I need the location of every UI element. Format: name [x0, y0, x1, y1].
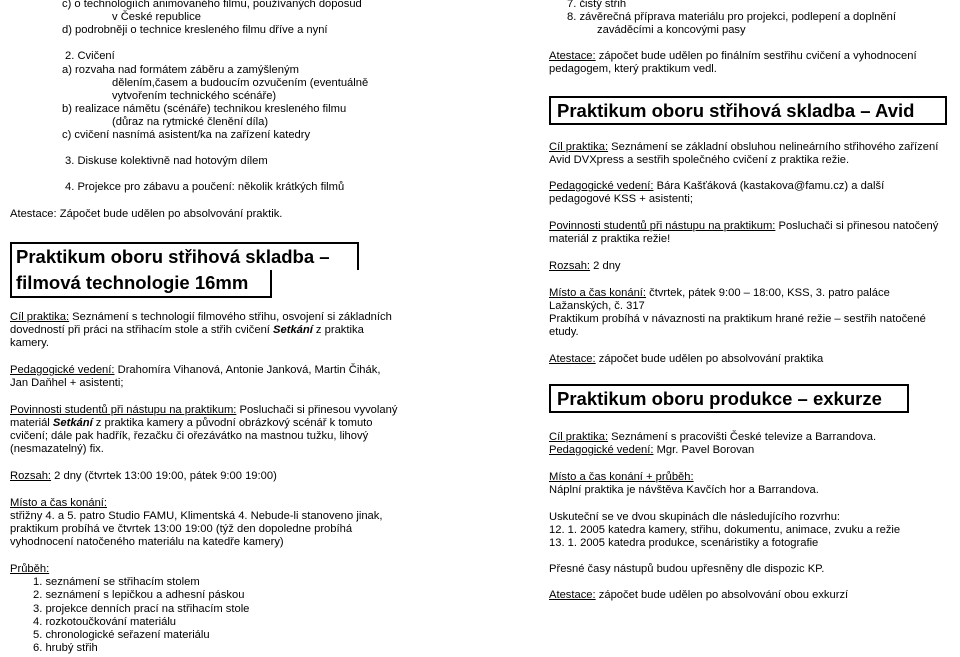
rozsah-text: 2 dny (čtvrtek 13:00 19:00, pátek 9:00 19:00) — [51, 470, 277, 482]
rozvrh-line-2: 12. 1. 2005 katedra kamery, střihu, dokumentu, animace, zvuku a režie — [549, 524, 901, 536]
povinnosti-avid — [549, 220, 938, 233]
misto-line-3: vyhodnocení natočeného materiálu na katedře kamery) — [10, 536, 284, 548]
ped2-text-1: Bára Kašťáková (kastakova@famu.cz) a další — [653, 180, 885, 192]
atest2-label: Atestace: — [549, 353, 596, 365]
list-item: 3. projekce denních prací na střihacím stole — [33, 602, 250, 615]
atest3-text: zápočet bude udělen po absolvování obou exkurzí — [595, 589, 849, 601]
misto2-line-2: Lažanských, č. 317 — [549, 300, 645, 312]
cil-text-setkani: Setkání — [273, 324, 313, 336]
prubeh-list — [33, 576, 249, 656]
rozsah-avid — [549, 260, 621, 273]
cil3-text: Seznámení s pracovišti České televize a Barrandova. — [608, 431, 877, 443]
section-projekce: 4. Projekce pro zábavu a poučení: několik krátkých filmů — [65, 181, 345, 193]
cil2-label: Cíl praktika: — [549, 141, 609, 153]
misto-produkce-text: Náplní praktika je návštěva Kavčích hor a Barrandova. — [549, 484, 819, 496]
pov-label: Povinnosti studentů při nástupu na praktikum: — [10, 404, 237, 416]
misto-line-1: střižny 4. a 5. patro Studio FAMU, Klimentská 4. Nebude-li stanoveno jinak, — [10, 510, 383, 522]
pov-line-3: cvičení; dále pak hadřík, řezačku či ořezávátko na mastnou tužku, lihový — [10, 430, 369, 442]
atestace-right-1 — [549, 50, 917, 63]
cil-produkce — [549, 431, 876, 444]
cil-praktika-avid — [549, 141, 938, 154]
intro-item-d: d) podrobněji o technice kresleného filmu dříve a nyní — [62, 24, 328, 36]
atest1-text-1: zápočet bude udělen po finálním sestřihu cvičení a vyhodnocení — [595, 50, 917, 62]
prubeh-label: Průběh: — [10, 563, 50, 575]
intro-item-c-2: v České republice — [112, 11, 201, 23]
rozvrh-line-3: 13. 1. 2005 katedra produkce, scenáristiky a fotografie — [549, 537, 819, 549]
atestace-avid — [549, 353, 823, 366]
pov-text-2c: z praktika kamery a původní obrázkový scénář k tomuto — [92, 417, 373, 429]
banner-strih-16mm — [10, 242, 359, 298]
rozsah-left — [10, 470, 277, 483]
cil-text-1: Seznámení s technologií filmového střihu, osvojení si základních — [69, 311, 392, 323]
list-item: 4. rozkotoučkování materiálu — [33, 615, 177, 628]
intro-item-c-1: c) o technologiích animovaného filmu, používaných doposud — [62, 0, 362, 10]
pov-text-2a: materiál — [10, 417, 53, 429]
cil3-label: Cíl praktika: — [549, 431, 609, 443]
cviceni-c: c) cvičení nasnímá asistent/ka na zařízení katedry — [62, 129, 311, 141]
cviceni-a-1: a) rozvaha nad formátem záběru a zamýšleným — [62, 64, 299, 76]
misto2-text-1: čtvrtek, pátek 9:00 – 18:00, KSS, 3. patro paláce — [646, 287, 890, 299]
list-item-8-line-1: 8. závěrečná příprava materiálu pro projekci, podlepení a doplnění — [567, 11, 896, 23]
pov-line-2 — [10, 417, 373, 430]
ped-produkce — [549, 444, 754, 457]
ped2-label: Pedagogické vedení: — [549, 180, 654, 192]
cil-text-2c: z praktika — [312, 324, 364, 336]
misto2-line-3: Praktikum probíhá v návaznosti na praktikum hrané režie – sestřih natočené — [549, 313, 926, 325]
ped3-text: Mgr. Pavel Borovan — [653, 444, 755, 456]
cil2-text-1: Seznámení se základní obsluhou nelineárního střihového zařízení — [608, 141, 939, 153]
cil-praktika-left — [10, 311, 392, 324]
misto-line-2: praktikum probíhá ve čtvrtek 13:00 19:00 (týž den dopoledne probíhá — [10, 523, 353, 535]
rozsah2-label: Rozsah: — [549, 260, 591, 272]
list-item: 1. seznámení se střihacím stolem — [33, 576, 200, 588]
atest2-text: zápočet bude udělen po absolvování praktika — [595, 353, 824, 365]
cil-text-2a: dovedností při práci na střihacím stole a střih cvičení — [10, 324, 274, 336]
misto-avid — [549, 287, 890, 300]
list-item: 2. seznámení s lepičkou a adhesní páskou — [33, 589, 245, 602]
cil-line-3: kamery. — [10, 337, 49, 349]
ped3-label: Pedagogické vedení: — [549, 444, 654, 456]
banner-line-1: Praktikum oboru střihová skladba – — [10, 242, 359, 270]
misto-label-left: Místo a čas konání: — [10, 497, 108, 509]
cviceni-a-2: dělením,časem a budoucím ozvučením (eventuálně — [112, 77, 369, 89]
section-cviceni-title: 2. Cvičení — [65, 50, 115, 62]
ped-label: Pedagogické vedení: — [10, 364, 115, 376]
banner-produkce: Praktikum oboru produkce – exkurze — [549, 384, 909, 413]
banner-line-2: filmová technologie 16mm — [10, 270, 272, 298]
povinnosti-left — [10, 404, 397, 417]
ped-line-2: Jan Daňhel + asistenti; — [10, 377, 124, 389]
pov2-label: Povinnosti studentů při nástupu na praktikum: — [549, 220, 776, 232]
rozsah2-text: 2 dny — [590, 260, 621, 272]
ped-text-1: Drahomíra Vihanová, Antonie Janková, Martin Čihák, — [114, 364, 381, 376]
pov-text-setkani: Setkání — [52, 417, 93, 429]
misto2-line-4: etudy. — [549, 326, 579, 338]
atestace-produkce — [549, 589, 848, 602]
rozvrh-line-1: Uskuteční se ve dvou skupinách dle následujícího rozvrhu: — [549, 511, 841, 523]
section-diskuse: 3. Diskuse kolektivně nad hotovým dílem — [65, 155, 268, 167]
misto-produkce-label: Místo a čas konání + průběh: — [549, 471, 694, 483]
banner-avid: Praktikum oboru střihová skladba – Avid — [549, 96, 947, 125]
atest3-label: Atestace: — [549, 589, 596, 601]
list-item: 5. chronologické seřazení materiálu — [33, 629, 210, 642]
pov2-line-2: materiál z praktika režie! — [549, 233, 671, 245]
pov2-text-1: Posluchači si přinesou natočený — [775, 220, 939, 232]
cviceni-b-1: b) realizace námětu (scénáře) technikou kresleného filmu — [62, 103, 347, 115]
list-item-8-line-2: zaváděcími a koncovými pasy — [597, 24, 746, 36]
cil2-line-2: Avid DVXpress a sestřih společného cvičení z praktika režie. — [549, 154, 850, 166]
atest1-line-2: pedagogem, který praktikum vedl. — [549, 63, 717, 75]
list-item-7: 7. čistý střih — [567, 0, 627, 10]
list-item: 6. hrubý střih — [33, 642, 98, 655]
presne-casy: Přesné časy nástupů budou upřesněny dle dispozic KP. — [549, 563, 825, 575]
cviceni-b-2: (důraz na rytmické členění díla) — [112, 116, 269, 128]
pedagogicke-vedeni-left — [10, 364, 380, 377]
ped-vedeni-avid — [549, 180, 884, 193]
atestace-left: Atestace: Zápočet bude udělen po absolvování praktik. — [10, 208, 283, 220]
cviceni-a-3: vytvořením technického scénáře) — [112, 90, 277, 102]
rozsah-label: Rozsah: — [10, 470, 52, 482]
cil-label: Cíl praktika: — [10, 311, 70, 323]
misto2-label: Místo a čas konání: — [549, 287, 647, 299]
ped2-line-2: pedagogové KSS + asistenti; — [549, 193, 693, 205]
pov-text-1: Posluchači si přinesou vyvolaný — [236, 404, 398, 416]
cil-line-2 — [10, 324, 364, 337]
pov-line-4: (nesmazatelný) fix. — [10, 443, 104, 455]
atest1-label: Atestace: — [549, 50, 596, 62]
